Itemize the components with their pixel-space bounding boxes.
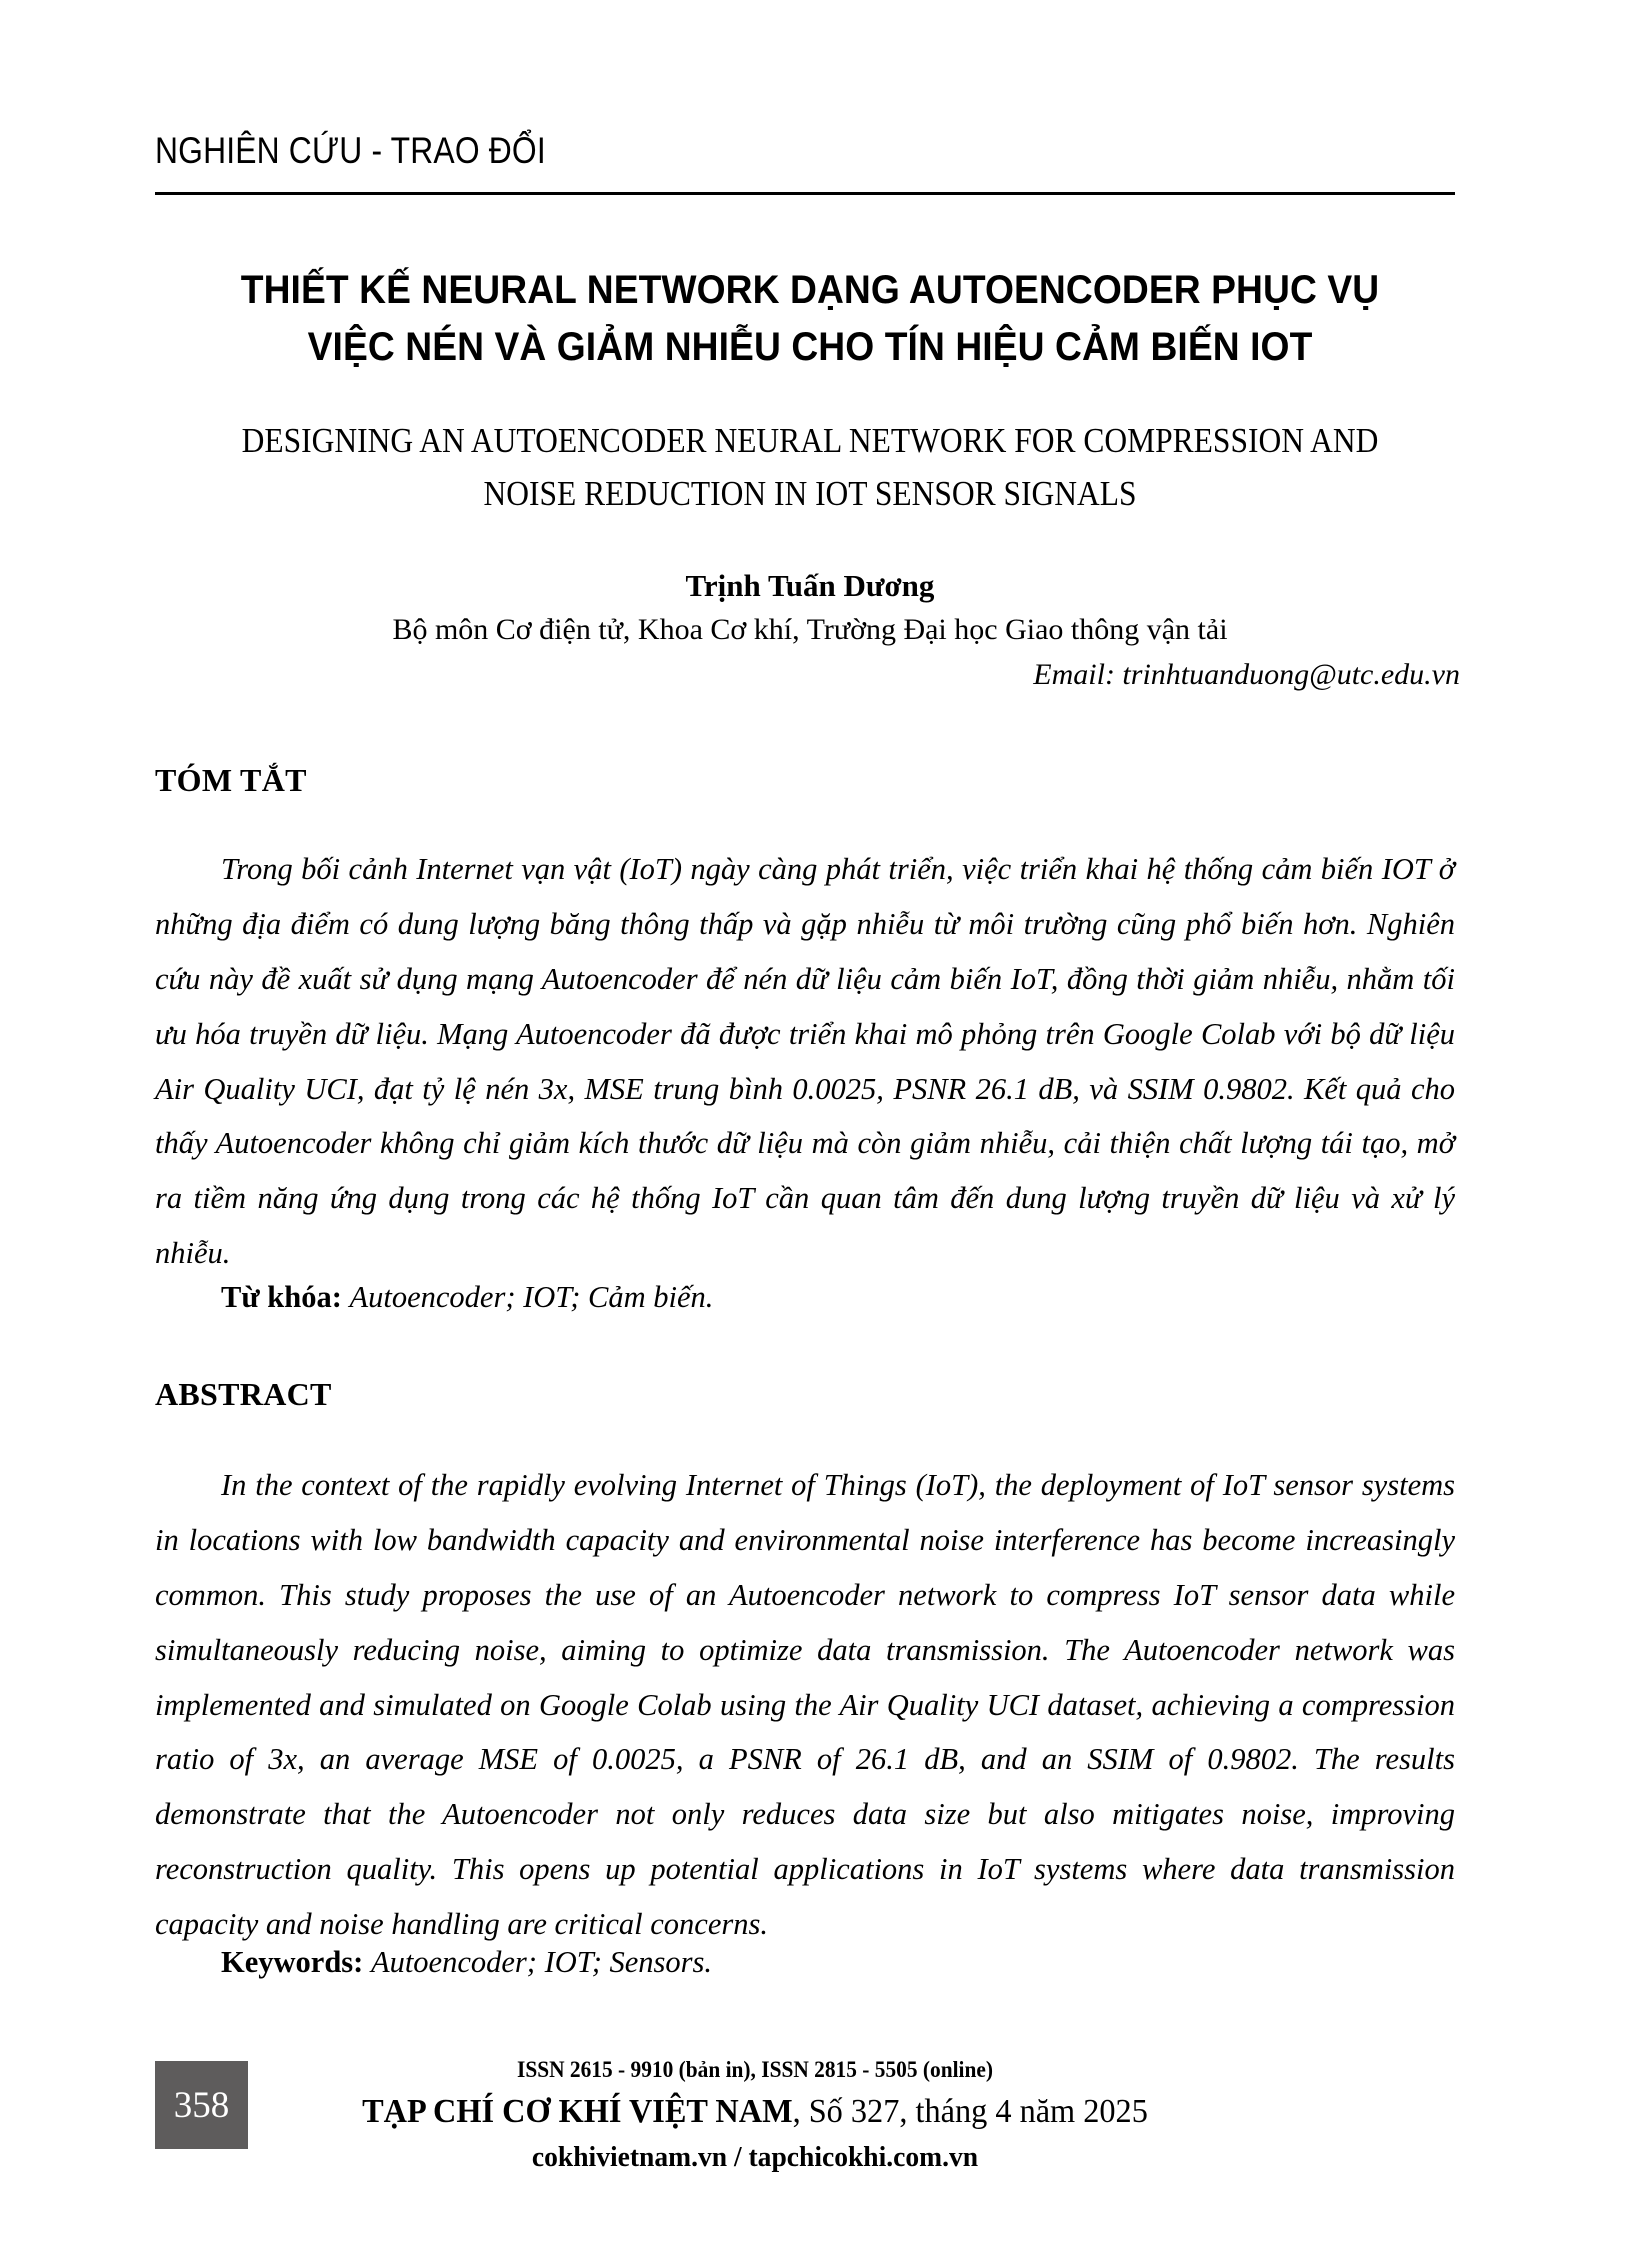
- footer-journal-name: TẠP CHÍ CƠ KHÍ VIỆT NAM: [362, 2092, 793, 2130]
- keywords-vietnamese-label: Từ khóa:: [221, 1280, 342, 1314]
- page-number-badge: 358: [155, 2061, 248, 2149]
- title-en-line-1: DESIGNING AN AUTOENCODER NEURAL NETWORK FOR COMPRESSION AND: [241, 421, 1379, 460]
- running-head: [155, 132, 1455, 171]
- footer-websites[interactable]: cokhivietnam.vn / tapchicokhi.com.vn: [531, 2140, 979, 2173]
- keywords-english: [155, 1945, 1455, 1980]
- article-title-english: [150, 415, 1470, 520]
- title-en-line-2: NOISE REDUCTION IN IOT SENSOR SIGNALS: [483, 473, 1137, 513]
- keywords-english-value: Autoencoder; IOT; Sensors.: [370, 1945, 713, 1979]
- author-name: Trịnh Tuấn Dương: [685, 568, 935, 603]
- abstract-vietnamese: Trong bối cảnh Internet vạn vật (IoT) ngày càng phát triển, việc triển khai hệ thống cảm biến IOT ở những địa điểm có dung lượng băng thông thấp và gặp nhiễu từ môi trường cũng phổ biến hơn. Nghiên cứu này đề xuất sử dụng mạng Autoencoder để nén dữ liệu cảm biến IoT, đồng thời giảm nhiễu, nhằm tối ưu hóa truyền dữ liệu. Mạng Autoencoder đã được triển khai mô phỏng trên Google Colab với bộ dữ liệu Air Quality UCI, đạt tỷ lệ nén 3x, MSE trung bình 0.0025, PSNR 26.1 dB, và SSIM 0.9802. Kết quả cho thấy Autoencoder không chỉ giảm kích thước dữ liệu mà còn giảm nhiễu, cải thiện chất lượng tái tạo, mở ra tiềm năng ứng dụng trong các hệ thống IoT cần quan tâm đến dung lượng truyền dữ liệu và xử lý nhiễu.: [155, 852, 1455, 1271]
- author-affiliation: Bộ môn Cơ điện tử, Khoa Cơ khí, Trường Đại học Giao thông vận tải: [392, 613, 1228, 646]
- running-head-text: NGHIÊN CỨU - TRAO ĐỔI: [155, 130, 546, 171]
- keywords-vietnamese-value: Autoencoder; IOT; Cảm biến.: [349, 1280, 714, 1314]
- section-heading-abstract: ABSTRACT: [155, 1376, 332, 1412]
- footer-journal-issue: , Số 327, tháng 4 năm 2025: [792, 2092, 1148, 2130]
- section-heading-tomtat: TÓM TẮT: [155, 762, 307, 798]
- footer-issn: ISSN 2615 - 9910 (bản in), ISSN 2815 - 5505 (online): [516, 2057, 994, 2082]
- article-title-vietnamese: [150, 262, 1470, 376]
- title-vi-line-2: VIỆC NÉN VÀ GIẢM NHIỄU CHO TÍN HIỆU CẢM BIẾN IOT: [307, 324, 1313, 369]
- author-email[interactable]: Email: trinhtuanduong@utc.edu.vn: [1033, 658, 1460, 691]
- footer-journal-info: [255, 2055, 1255, 2177]
- abstract-english: In the context of the rapidly evolving Internet of Things (IoT), the deployment of IoT sensor systems in locations with low bandwidth capacity and environmental noise interference has become increasingly common. This study proposes the use of an Autoencoder network to compress IoT sensor data while simultaneously reducing noise, aiming to optimize data transmission. The Autoencoder network was implemented and simulated on Google Colab using the Air Quality UCI dataset, achieving a compression ratio of 3x, an average MSE of 0.0025, a PSNR of 26.1 dB, and an SSIM of 0.9802. The results demonstrate that the Autoencoder not only reduces data size but also mitigates noise, improving reconstruction quality. This opens up potential applications in IoT systems where data transmission capacity and noise handling are critical concerns.: [155, 1468, 1455, 1942]
- header-rule-divider: [155, 192, 1455, 195]
- keywords-english-label: Keywords:: [221, 1945, 364, 1979]
- footer-journal-line: [280, 2089, 1230, 2135]
- keywords-vietnamese: [155, 1280, 1455, 1315]
- page-footer: [155, 2055, 1455, 2200]
- title-vi-line-1: THIẾT KẾ NEURAL NETWORK DẠNG AUTOENCODER PHỤC VỤ: [240, 268, 1380, 312]
